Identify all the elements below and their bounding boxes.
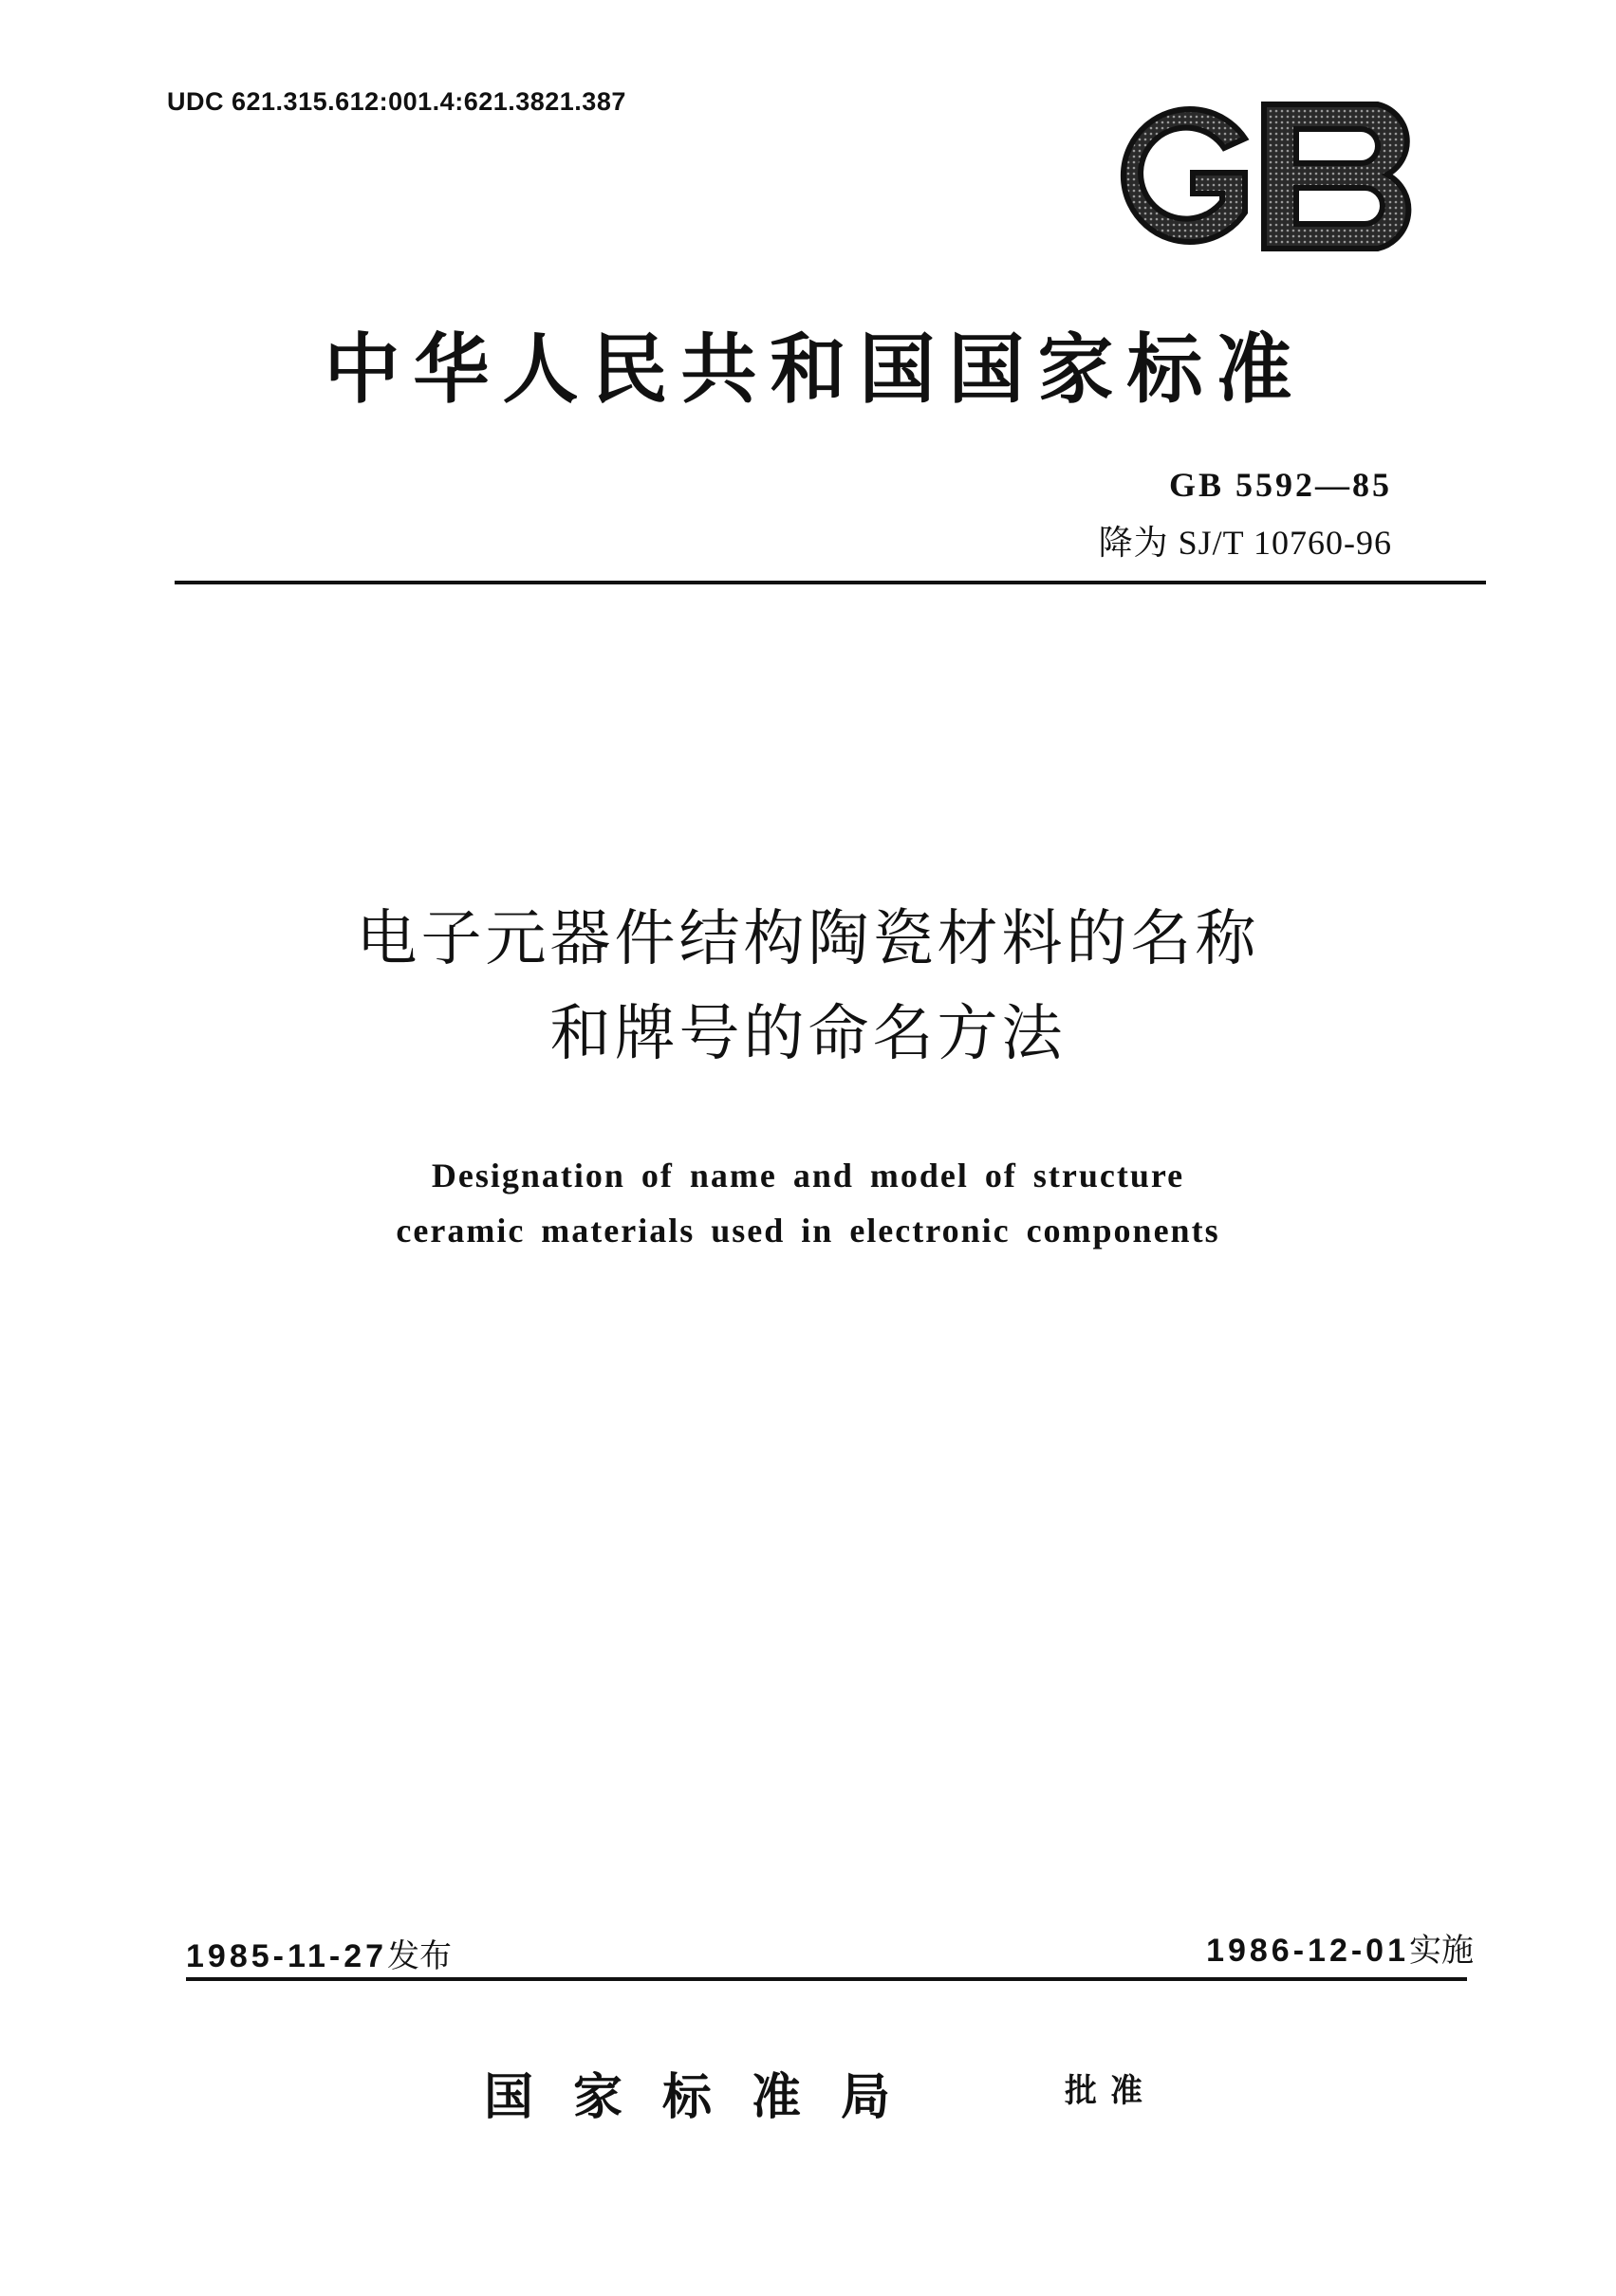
english-title-line: ceramic materials used in electronic components (396, 1212, 1220, 1250)
implemented-date (1206, 1924, 1474, 1971)
top-divider (175, 581, 1486, 584)
english-title (0, 1148, 1616, 1258)
implemented-date-value: 1986-12-01 (1206, 1933, 1409, 1969)
udc-code: UDC 621.315.612:001.4:621.3821.387 (167, 87, 626, 116)
approved-label: 批准 (1065, 2072, 1156, 2110)
chinese-title-line: 电子元器件结构陶瓷材料的名称 (356, 904, 1260, 974)
chinese-title (0, 892, 1616, 1082)
standard-title: 中华人民共和国国家标准 (324, 325, 1306, 414)
issued-date (186, 1930, 452, 1976)
gb-logo (1103, 91, 1421, 260)
implemented-label: 实施 (1409, 1932, 1474, 1970)
english-title-line: Designation of name and model of structure (431, 1157, 1185, 1194)
standard-number: GB 5592—85 (1168, 466, 1392, 504)
bottom-divider (186, 1977, 1467, 1981)
approving-authority: 国家标准局 (484, 2069, 931, 2126)
replaced-by-note: 降为 SJ/T 10760-96 (1098, 524, 1392, 562)
issued-date-value: 1985-11-27 (186, 1938, 388, 1974)
chinese-title-line: 和牌号的命名方法 (549, 999, 1067, 1069)
issued-label: 发布 (387, 1937, 453, 1975)
